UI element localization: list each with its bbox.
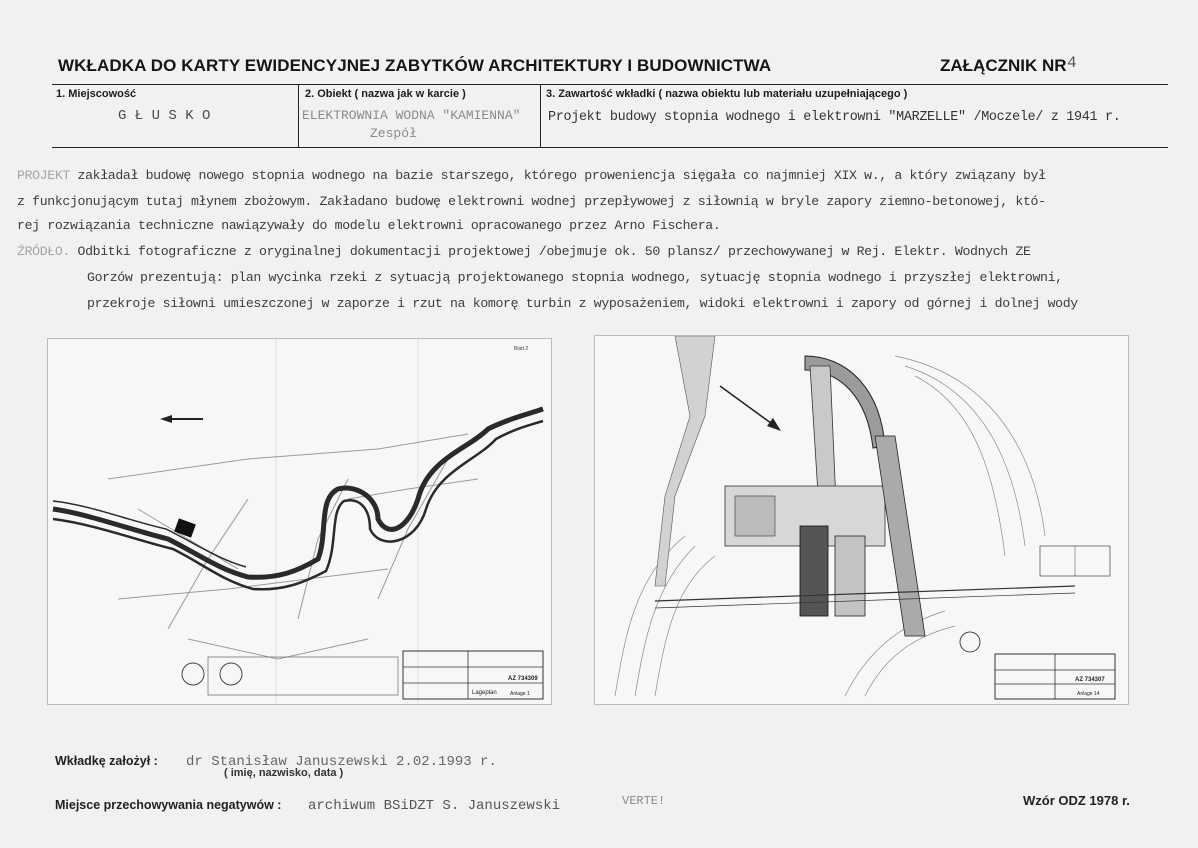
weir-situation-photo: [594, 335, 1129, 705]
object-label: 2. Obiekt ( nazwa jak w karcie ): [305, 88, 466, 100]
field-divider-1: [298, 85, 299, 147]
weir-situation-drawing: [595, 336, 1128, 704]
source-text-1: Odbitki fotograficzne z oryginalnej dokumentacji projektowej /obejmuje ok. 50 plansz/ przechowywanej w Rej. Elektr. Wodnych ZE: [69, 244, 1031, 259]
verte-note: VERTE!: [622, 794, 666, 808]
object-value-line1: ELEKTROWNIA WODNA "KAMIENNA": [302, 108, 521, 123]
project-line-1: [17, 168, 1046, 183]
content-value: Projekt budowy stopnia wodnego i elektrowni "MARZELLE" /Moczele/ z 1941 r.: [548, 110, 1121, 125]
project-text-1: zakładał budowę nowego stopnia wodnego na bazie starszego, którego proweniencja sięgała co najmniej XIX w., a który związany był: [69, 168, 1046, 183]
site-plan-photo: [47, 338, 552, 705]
source-line-2: Gorzów prezentują: plan wycinka rzeki z sytuacją projektowanego stopnia wodnego, sytuację stopnia wodnego i przyszłej elektrowni,: [87, 270, 1063, 285]
content-label: 3. Zawartość wkładki ( nazwa obiektu lub materiału uzupełniającego ): [546, 88, 908, 100]
source-line-1: [17, 244, 1031, 259]
header-rule: [52, 84, 1168, 85]
locality-value: G Ł U S K O: [118, 108, 211, 124]
weir-plate-number: Anlage 14: [1077, 691, 1100, 697]
object-value-line2: Zespół: [370, 126, 417, 141]
site-plan-plate-number: Anlage 1: [510, 691, 530, 697]
negatives-storage-value: archiwum BSiDZT S. Januszewski: [308, 798, 561, 814]
fields-bottom-rule: [52, 147, 1168, 148]
weir-sheet-number: AZ 734307: [1075, 677, 1105, 683]
project-prefix: PROJEKT: [17, 168, 70, 183]
annex-number: 4: [1067, 54, 1077, 72]
annex-label: ZAŁĄCZNIK NR: [940, 56, 1067, 75]
project-line-3: rej rozwiązania techniczne nawiązywały do modelu elektrowni opracowanego przez Arno Fischera.: [17, 218, 721, 233]
card-title: WKŁADKA DO KARTY EWIDENCYJNEJ ZABYTKÓW ARCHITEKTURY I BUDOWNICTWA: [58, 56, 772, 75]
negatives-storage-label: Miejsce przechowywania negatywów :: [55, 798, 282, 812]
locality-label: 1. Miejscowość: [56, 88, 137, 100]
author-hint: ( imię, nazwisko, data ): [224, 767, 344, 779]
site-plan-sheet-number: AZ 734309: [508, 676, 538, 682]
author-value: dr Stanisław Januszewski 2.02.1993 r.: [186, 754, 497, 770]
project-line-2: z funkcjonującym tutaj młynem zbożowym. Zakładano budowę elektrowni wodnej przepływowej z siłownią w bryle zapory ziemno-betonowej, któ-: [17, 194, 1046, 209]
site-plan-corner-label: Blatt 2: [514, 346, 529, 352]
source-prefix: ŹRÓDŁO.: [17, 244, 70, 259]
site-plan-caption: Lageplan: [472, 690, 497, 696]
author-label: Wkładkę założył :: [55, 754, 158, 768]
form-reference: Wzór ODZ 1978 r.: [1023, 793, 1130, 808]
field-divider-2: [540, 85, 541, 147]
site-plan-drawing: [48, 339, 551, 704]
source-line-3: przekroje siłowni umieszczonej w zaporze i rzut na komorę turbin z wyposażeniem, widoki elektrowni i zapory od górnej i dolnej wody: [87, 296, 1078, 311]
